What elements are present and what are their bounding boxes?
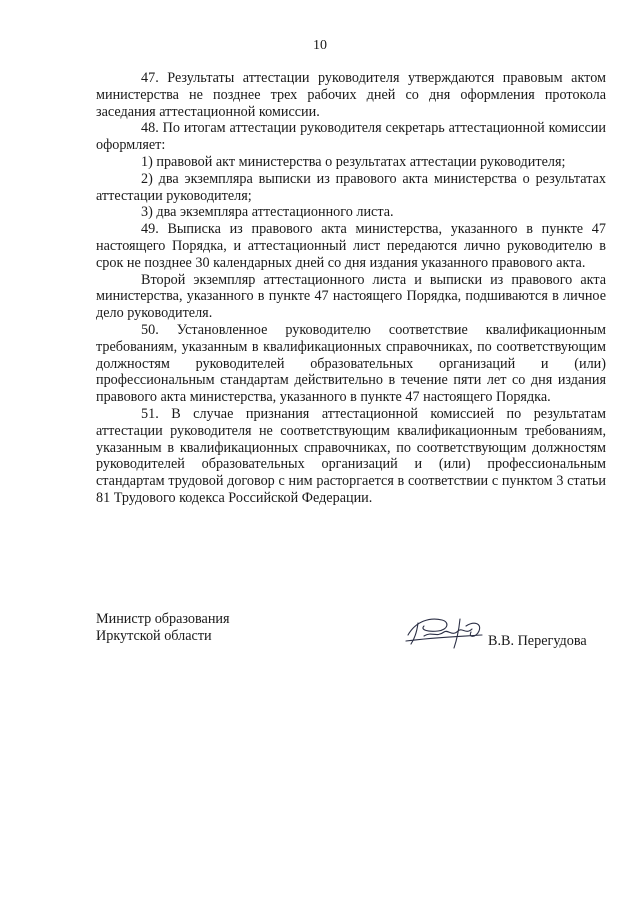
- paragraph-49-continued: Второй экземпляр аттестационного листа и выписки из правового акта министерства, указанного в пункте 47 настоящего Порядка, подшиваются в личное дело руководителя.: [96, 271, 606, 322]
- list-item-2: 2) два экземпляра выписки из правового акта министерства о результатах аттестации руководителя;: [96, 170, 606, 204]
- signatory-position-line2: Иркутской области: [96, 628, 212, 644]
- document-body: [96, 70, 606, 507]
- signatory-position: [96, 611, 230, 645]
- signatory-position-line1: Министр образования: [96, 611, 230, 627]
- paragraph-50: 50. Установленное руководителю соответствие квалификационным требованиям, указанным в квалификационных справочниках, по соответствующим должностям руководителей образовательных организаций и (или) профессиональным стандартам действительно в течение пяти лет со дня издания правового акта министерства, указанного в пункте 47 настоящего Порядка.: [96, 321, 606, 406]
- list-item-3: 3) два экземпляра аттестационного листа.: [141, 204, 394, 221]
- paragraph-49: 49. Выписка из правового акта министерства, указанного в пункте 47 настоящего Порядка, и аттестационный лист передаются лично руководителю в срок не позднее 30 календарных дней со дня издания указанного правового акта.: [96, 221, 606, 271]
- page-number: 10: [313, 38, 327, 53]
- paragraph-51: 51. В случае признания аттестационной комиссией по результатам аттестации руководителя не соответствующим квалификационным требованиям, указанным в квалификационных справочниках, по соответствующим должностям руководителей образовательных организаций и (или) профессиональным стандартам трудовой договор с ним расторгается в соответствии с пунктом 3 статьи 81 Трудового кодекса Российской Федерации.: [96, 405, 606, 506]
- paragraph-47: 47. Результаты аттестации руководителя утверждаются правовым актом министерства не позднее трех рабочих дней со дня оформления протокола заседания аттестационной комиссии.: [96, 70, 606, 120]
- signature-block: [96, 611, 606, 671]
- handwritten-signature: [402, 611, 486, 651]
- paragraph-48: 48. По итогам аттестации руководителя секретарь аттестационной комиссии оформляет:: [96, 120, 606, 154]
- signatory-name: В.В. Перегудова: [488, 633, 587, 649]
- list-item-1: 1) правовой акт министерства о результатах аттестации руководителя;: [141, 153, 566, 170]
